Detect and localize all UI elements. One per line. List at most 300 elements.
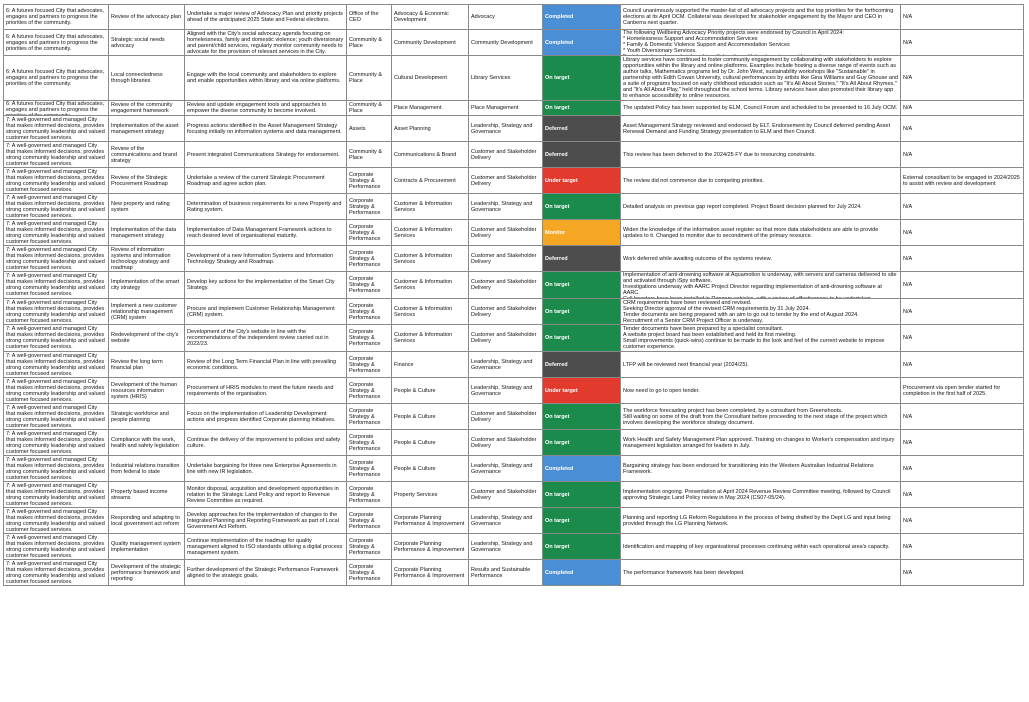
risk-cell [901,272,1024,299]
goal-cell [4,220,109,246]
action-cell [109,534,185,560]
table-row [4,560,1024,586]
update-cell-text: LTFP will be reviewed next financial year (2024/25). [623,361,749,368]
table-row [4,142,1024,168]
goal-cell-text: 7: A well-governed and managed City that makes informed decisions, provides strong community leadership and valued customer focused services. [6,326,105,350]
business-unit-cell-text: Corporate Planning Performance & Improvement [394,540,465,553]
status-badge-text: Completed [545,465,574,472]
update-cell [621,168,901,194]
status-badge [543,246,621,272]
directorate-cell-text: Corporate Strategy & Performance [349,197,381,216]
description-cell-text: Implementation of Data Management Framework actions to reach desired level of organisational maturity. [187,226,332,239]
directorate-cell [347,378,392,404]
action-cell-text: Review of the advocacy plan [111,14,182,20]
service-cell [469,168,543,194]
business-unit-cell [392,168,469,194]
action-cell [109,352,185,378]
status-badge [543,534,621,560]
directorate-cell-text: Corporate Strategy & Performance [349,407,381,426]
directorate-cell-text: Corporate Strategy & Performance [349,433,381,452]
description-cell-text: Continue implementation of the roadmap for quality management aligned to ISO standards utilising a digital process management system. [187,537,343,556]
service-cell-text: Leadership, Strategy and Governance [471,384,533,397]
update-cell-text: The workforce forecasting project has been completed, by a consultant from Greenshoots. Still waiting on some of the draft from the Consultant before proceeding to the next stage of the project which involves developing the workforce strategy document. [623,407,888,426]
status-badge [543,194,621,220]
goal-cell-text: 7: A well-governed and managed City that makes informed decisions, provides strong community leadership and valued customer focused services. [6,168,105,193]
table-row [4,246,1024,272]
risk-cell-text: N/A [903,125,913,132]
business-unit-cell [392,325,469,352]
update-cell-text: Implementation ongoing. Presentation at April 2024 Revenue Review Committee meeting, followed by Council approving Strategic Land Policy review in May 2024 (CS07-05/24). [623,488,891,501]
description-cell [185,430,347,456]
action-cell-text: Quality management system implementation [111,540,181,553]
description-cell [185,194,347,220]
directorate-cell-text: Corporate Strategy & Performance [349,485,381,504]
status-badge [543,116,621,142]
business-unit-cell-text: Communications & Brand [394,151,457,158]
description-cell [185,378,347,404]
business-unit-cell-text: Contracts & Procurement [394,177,456,184]
description-cell [185,168,347,194]
update-cell-text: Council unanimously supported the master-list of all advocacy projects and the top priorities for the forthcoming elections at its April OCM. Collateral was developed for stakeholder engagement by the Mayor and CEO in Canberra next quarter. [623,8,894,26]
update-cell [621,325,901,352]
goal-cell-text: 7: A well-governed and managed City that makes informed decisions, provides strong community leadership and valued customer focused services. [6,534,105,559]
description-cell-text: Undertake a major review of Advocacy Plan and priority projects ahead of the anticipated 2025 State and Federal elections. [187,11,343,23]
update-cell-text: Tender documents have been prepared by a specialist consultant. A website project board has been established and held its first meeting. Small improvements (quick-wins) continue to be made to the look and feel of the current website to improve customer experience. [623,326,885,350]
directorate-cell [347,101,392,116]
risk-cell-text: External consultant to be engaged in 2024/2025 to assist with review and development [903,174,1020,187]
business-unit-cell [392,272,469,299]
description-cell [185,246,347,272]
status-badge [543,142,621,168]
update-cell [621,352,901,378]
service-cell [469,246,543,272]
table-row [4,56,1024,101]
directorate-cell [347,325,392,352]
description-cell-text: Continue the delivery of the improvement to policies and safety culture. [187,436,341,449]
directorate-cell-text: Office of the CEO [349,11,379,23]
update-cell [621,5,901,30]
risk-cell-text: N/A [903,255,913,262]
service-cell [469,299,543,325]
goal-cell-text: 7: A well-governed and managed City that makes informed decisions, provides strong community leadership and valued customer focused services. [6,194,105,219]
description-cell [185,272,347,299]
directorate-cell [347,352,392,378]
service-cell [469,30,543,56]
description-cell-text: Procurement of HRIS modules to meet the future needs and requirements of the organisation. [187,384,334,397]
goal-cell-text: 6: A futures focused City that advocates, engages and partners to progress the priorities of the community. [6,69,105,87]
action-cell [109,5,185,30]
service-cell [469,325,543,352]
service-cell [469,404,543,430]
update-cell [621,194,901,220]
action-cell [109,456,185,482]
update-cell-text: Bargaining strategy has been endorsed for transitioning into the Western Australian Industrial Relations Framework. [623,462,874,475]
directorate-cell [347,404,392,430]
update-cell [621,116,901,142]
goal-cell-text: 7: A well-governed and managed City that makes informed decisions, provides strong community leadership and valued customer focused services. [6,404,105,429]
status-badge-text: On target [545,517,570,524]
status-badge [543,352,621,378]
directorate-cell-text: Corporate Strategy & Performance [349,511,381,530]
description-cell-text: Procure and implement Customer Relationship Management (CRM) system. [187,305,335,318]
directorate-cell [347,272,392,299]
table-row [4,220,1024,246]
table-row [4,299,1024,325]
service-cell [469,142,543,168]
action-cell-text: Development of the strategic performance framework and reporting [111,563,182,582]
risk-cell [901,220,1024,246]
goal-cell-text: 6: A futures focused City that advocates, engages and partners to progress the [6,101,105,113]
description-cell [185,325,347,352]
service-cell [469,220,543,246]
risk-cell [901,482,1024,508]
risk-cell [901,30,1024,56]
action-cell [109,272,185,299]
goal-cell-text: 7: A well-governed and managed City that makes informed decisions, provides strong community leadership and valued customer focused services. [6,246,105,271]
directorate-cell-text: Community & Place [349,102,383,114]
goal-cell [4,246,109,272]
business-unit-cell-text: Finance [394,361,414,368]
goal-cell [4,101,109,116]
update-cell-text: Asset Management Strategy reviewed and endorsed by ELT. Endorsement by Council deferred pending Asset Renewal Demand and Funding Strategy presentation to ELM and then Council. [623,122,891,135]
action-cell [109,30,185,56]
status-badge-text: On target [545,413,570,420]
description-cell [185,116,347,142]
status-badge [543,101,621,116]
business-unit-cell-text: Customer & Information Services [394,279,453,291]
update-cell-text: This review has been deferred to the 2024/25 FY due to resourcing constraints. [623,151,816,158]
table-row [4,352,1024,378]
goal-cell [4,456,109,482]
directorate-cell-text: Corporate Strategy & Performance [349,459,381,478]
service-cell-text: Advocacy [471,14,495,20]
risk-cell-text: N/A [903,203,913,210]
business-unit-cell [392,404,469,430]
update-cell [621,430,901,456]
business-unit-cell-text: People & Culture [394,413,436,420]
description-cell-text: Engage with the local community and stakeholders to explore and enable opportunities within library and via online platforms. [187,72,341,84]
directorate-cell [347,246,392,272]
action-report-table [3,4,1024,586]
action-cell [109,325,185,352]
risk-cell [901,101,1024,116]
update-cell [621,534,901,560]
description-cell [185,5,347,30]
action-cell [109,430,185,456]
risk-cell-text: N/A [903,105,913,111]
description-cell-text: Determination of business requirements for a new Property and Rating system. [187,200,342,213]
status-badge [543,299,621,325]
status-badge-text: Completed [545,14,574,20]
service-cell-text: Place Management [471,105,519,111]
description-cell [185,56,347,101]
update-cell-text: The updated Policy has been supported by ELM, Council Forum and scheduled to be presented to 16 July OCM. [623,105,898,111]
status-badge [543,560,621,586]
service-cell-text: Customer and Stakeholder Delivery [471,332,537,344]
update-cell [621,456,901,482]
directorate-cell [347,430,392,456]
service-cell-text: Leadership, Strategy and Governance [471,514,533,527]
business-unit-cell-text: Advocacy & Economic Development [394,11,449,23]
status-badge [543,508,621,534]
update-cell-text: Library services have continued to foster community engagement by collaborating with stakeholders to explore opportunities within the library and online platforms. Examples include hosting a diverse range of events such as author talks, Mathematics programs led by Dr. John West, sustainability workshops like "Sustainable" in partnership with Edith Cowan University, cultural performances by artists like Gina Williams and Guy Ghouse and a suite of programs focused on early childhood education such as "It's All About Stories," "It's All About Rhymes," and "It's All About Play," held throughout the school terms. Library services have also promoted their library app to enhance accessibility to online resources. [623,57,898,99]
service-cell-text: Customer and Stakeholder Delivery [471,148,537,161]
business-unit-cell [392,194,469,220]
business-unit-cell [392,534,469,560]
goal-cell-text: 6: A futures focused City that advocates, engages and partners to progress the priorities of the community. [6,8,105,26]
service-cell [469,101,543,116]
action-cell [109,116,185,142]
business-unit-cell-text: Customer & Information Services [394,252,453,265]
service-cell [469,378,543,404]
directorate-cell [347,142,392,168]
action-cell [109,508,185,534]
risk-cell [901,5,1024,30]
risk-cell [901,534,1024,560]
risk-cell [901,352,1024,378]
status-badge-text: Under target [545,387,578,394]
update-cell [621,142,901,168]
directorate-cell [347,168,392,194]
business-unit-cell-text: Customer & Information Services [394,200,453,213]
business-unit-cell-text: People & Culture [394,387,436,394]
status-badge-text: Deferred [545,361,568,368]
action-cell [109,560,185,586]
directorate-cell [347,299,392,325]
service-cell-text: Leadership, Strategy and Governance [471,122,533,135]
action-cell-text: Review of information systems and information technology strategy and roadmap [111,246,171,271]
update-cell [621,246,901,272]
directorate-cell-text: Corporate Strategy & Performance [349,276,381,294]
directorate-cell-text: Corporate Strategy & Performance [349,329,381,347]
table-row [4,272,1024,299]
table-row [4,430,1024,456]
table-body [4,5,1024,586]
business-unit-cell [392,378,469,404]
table-row [4,456,1024,482]
description-cell [185,534,347,560]
directorate-cell-text: Corporate Strategy & Performance [349,171,381,190]
goal-cell-text: 7: A well-governed and managed City that makes informed decisions, provides strong community leadership and valued customer focused services. [6,456,105,481]
directorate-cell-text: Community & Place [349,72,383,84]
status-badge [543,378,621,404]
business-unit-cell [392,299,469,325]
action-cell-text: Implementation of the asset management strategy [111,122,179,135]
update-cell [621,378,901,404]
risk-cell-text: N/A [903,491,913,498]
status-badge-text: Under target [545,177,578,184]
service-cell-text: Results and Sustainable Performance [471,566,531,579]
service-cell [469,56,543,101]
service-cell [469,456,543,482]
goal-cell [4,56,109,101]
business-unit-cell-text: Corporate Planning Performance & Improvement [394,514,465,527]
description-cell-text: Monitor disposal, acquisition and development opportunities in relation to the Strategic Land Policy and report to Revenue Review Committee as required. [187,485,339,504]
description-cell-text: Development of a new Information Systems and Information Technology Strategy and Roadmap. [187,252,334,265]
risk-cell-text: N/A [903,14,913,20]
goal-cell [4,378,109,404]
business-unit-cell-text: Corporate Planning Performance & Improvement [394,566,465,579]
service-cell-text: Customer and Stakeholder Delivery [471,436,537,449]
update-cell [621,560,901,586]
risk-cell-text: N/A [903,75,913,81]
directorate-cell [347,220,392,246]
risk-cell-text: N/A [903,569,913,576]
action-cell-text: Responding and adapting to local government act reform [111,514,180,527]
description-cell [185,560,347,586]
action-cell-text: Review of the communications and brand strategy [111,145,178,164]
directorate-cell [347,5,392,30]
business-unit-cell [392,56,469,101]
update-cell [621,508,901,534]
service-cell [469,560,543,586]
business-unit-cell [392,101,469,116]
service-cell-text: Customer and Stakeholder Delivery [471,488,537,501]
business-unit-cell [392,352,469,378]
business-unit-cell-text: Customer & Information Services [394,332,453,344]
description-cell-text: Focus on the implementation of Leadership Development actions and progress identified Corporate planning initiatives. [187,410,336,423]
goal-cell [4,272,109,299]
service-cell-text: Leadership, Strategy and Governance [471,540,533,553]
service-cell [469,194,543,220]
description-cell-text: Further development of the Strategic Performance Framework aligned to the strategic goals. [187,566,339,579]
directorate-cell-text: Corporate Strategy & Performance [349,563,381,582]
business-unit-cell-text: Place Management [394,105,442,111]
description-cell-text: Review of the Long Term Financial Plan in line with prevailing economic conditions. [187,358,337,371]
risk-cell [901,325,1024,352]
business-unit-cell [392,220,469,246]
status-badge-text: Deferred [545,151,568,158]
status-badge [543,220,621,246]
service-cell-text: Customer and Stakeholder Delivery [471,252,537,265]
service-cell [469,482,543,508]
goal-cell-text: 7: A well-governed and managed City that makes informed decisions, provides strong community leadership and valued customer focused services. [6,560,105,585]
action-cell-text: Property based income streams [111,488,168,501]
goal-cell-text: 7: A well-governed and managed City that makes informed decisions, provides strong community leadership and valued customer focused services. [6,352,105,377]
directorate-cell [347,194,392,220]
action-cell [109,220,185,246]
business-unit-cell-text: Customer & Information Services [394,305,453,318]
description-cell [185,508,347,534]
service-cell-text: Leadership, Strategy and Governance [471,200,533,213]
status-badge [543,404,621,430]
description-cell [185,352,347,378]
business-unit-cell [392,5,469,30]
risk-cell [901,508,1024,534]
goal-cell-text: 7: A well-governed and managed City that makes informed decisions, provides strong community leadership and valued customer focused services. [6,508,105,533]
description-cell-text: Progress actions identified in the Asset Management Strategy focusing initially on information systems and data management. [187,122,342,135]
description-cell [185,101,347,116]
risk-cell-text: N/A [903,361,913,368]
table-row [4,508,1024,534]
action-cell [109,56,185,101]
action-cell [109,142,185,168]
description-cell [185,404,347,430]
business-unit-cell [392,456,469,482]
status-badge-text: On target [545,203,570,210]
goal-cell [4,325,109,352]
directorate-cell-text: Corporate Strategy & Performance [349,223,381,242]
risk-cell [901,378,1024,404]
action-cell-text: Strategic social needs advocacy [111,36,165,49]
business-unit-cell-text: Community Development [394,39,456,46]
action-cell-text: New property and rating system [111,200,170,213]
description-cell-text: Aligned with the City's social advocacy agenda focusing on homelessness, family and domestic violence; youth diversionary and parent/child services, regularly monitor community needs to advocate for the provision of relevant services in the City. [187,30,344,55]
status-badge-text: On target [545,439,570,446]
status-badge-text: On target [545,75,570,81]
description-cell-text: Undertake a review of the current Strategic Procurement Roadmap and agree action plan. [187,174,325,187]
action-cell-text: Compliance with the work, health and safety legislation [111,436,179,449]
action-cell [109,378,185,404]
risk-cell-text: N/A [903,465,913,472]
goal-cell [4,194,109,220]
risk-cell-text: N/A [903,151,913,158]
description-cell [185,482,347,508]
action-cell [109,168,185,194]
update-cell-text: Implementation of anti-drowning software at Aquamotion is underway, with servers and cameras delivered to site and activated through iSpy software. Investigations underway with AARC Project Director regarding implementation of anti-drowning software at AARC. [623,272,897,296]
table-row [4,116,1024,142]
status-badge-text: On target [545,335,570,341]
goal-cell-text: 7: A well-governed and managed City that makes informed decisions, provides strong community leadership and valued customer focused services. [6,430,105,455]
status-badge-text: Deferred [545,255,568,262]
service-cell [469,116,543,142]
table-row [4,30,1024,56]
action-cell [109,101,185,116]
business-unit-cell [392,560,469,586]
directorate-cell-text: Community & Place [349,148,383,161]
action-cell-text: Implement a new customer relationship management (CRM) system [111,302,178,321]
goal-cell-text: 7: A well-governed and managed City that makes informed decisions, provides strong community leadership and valued customer focused services. [6,378,105,403]
status-badge [543,168,621,194]
business-unit-cell [392,430,469,456]
action-cell [109,482,185,508]
goal-cell [4,404,109,430]
directorate-cell-text: Assets [349,125,366,132]
business-unit-cell-text: People & Culture [394,465,436,472]
service-cell [469,430,543,456]
goal-cell-text: 7: A well-governed and managed City that makes informed decisions, provides strong community leadership and valued customer focused services. [6,273,105,297]
goal-cell [4,430,109,456]
status-badge [543,56,621,101]
risk-cell-text: N/A [903,308,913,315]
description-cell-text: Development of the City's website in line with the recommendations of the independent review carried out in 2022/23. [187,329,329,347]
directorate-cell [347,116,392,142]
goal-cell [4,352,109,378]
goal-cell-text: 7: A well-governed and managed City that makes informed decisions, provides strong community leadership and valued customer focused services. [6,482,105,507]
risk-cell-text: N/A [903,335,913,341]
description-cell-text: Develop approaches for the implementation of changes to the Integrated Planning and Reporting Framework as part of Local Government Act Reform. [187,511,339,530]
service-cell [469,5,543,30]
status-badge [543,430,621,456]
status-badge-text: Completed [545,569,574,576]
risk-cell-text: N/A [903,543,913,550]
description-cell [185,299,347,325]
action-cell-text: Redevelopment of the city's website [111,332,179,344]
update-cell-text: Widen the knowledge of the information asset register so that more data stakeholders are able to provide updates to it. Changed to monitor due to secondment of the primary resource. [623,226,879,239]
directorate-cell-text: Corporate Strategy & Performance [349,381,381,400]
service-cell-text: Customer and Stakeholder Delivery [471,305,537,318]
directorate-cell [347,534,392,560]
status-badge-text: On target [545,543,570,550]
table-row [4,168,1024,194]
table-row [4,378,1024,404]
status-badge [543,272,621,299]
business-unit-cell-text: Cultural Development [394,75,447,81]
description-cell-text: Present integrated Communications Strategy for endorsement. [187,151,340,158]
risk-cell [901,430,1024,456]
update-cell [621,101,901,116]
description-cell [185,142,347,168]
